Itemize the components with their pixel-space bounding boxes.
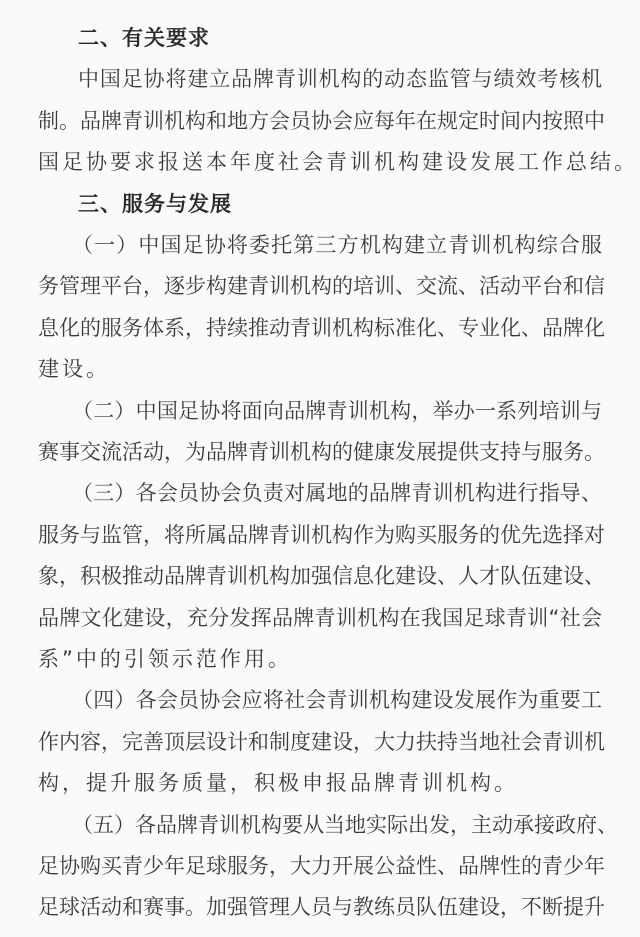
text-line: （二）中国足协将面向品牌青训机构，举办一系列培训与 bbox=[72, 398, 602, 423]
text-line: 制。品牌青训机构和地方会员协会应每年在规定时间内按照中 bbox=[38, 108, 605, 133]
text-line: 息化的服务体系，持续推动青训机构标准化、专业化、品牌化 bbox=[38, 315, 605, 340]
text-line: 象，积极推动品牌青训机构加强信息化建设、人才队伍建设、 bbox=[38, 564, 605, 589]
text-line: 中国足协将建立品牌青训机构的动态监管与绩效考核机 bbox=[78, 67, 602, 92]
text-line: 足球活动和赛事。加强管理人员与教练员队伍建设，不断提升 bbox=[38, 895, 605, 920]
section-heading: 二、有关要求 bbox=[78, 26, 210, 50]
text-line: （一）中国足协将委托第三方机构建立青训机构综合服 bbox=[72, 233, 602, 257]
text-line: （五）各品牌青训机构要从当地实际出发，主动承接政府、 bbox=[72, 812, 618, 837]
text-line: 服务与监管，将所属品牌青训机构作为购买服务的优先选择对 bbox=[38, 522, 605, 547]
text-line: 构，提升服务质量，积极申报品牌青训机构。 bbox=[38, 771, 518, 796]
text-line: 赛事交流活动，为品牌青训机构的健康发展提供支持与服务。 bbox=[38, 440, 605, 464]
text-line: 品牌文化建设，充分发挥品牌青训机构在我国足球青训“社会 bbox=[38, 605, 602, 630]
section-heading: 三、服务与发展 bbox=[78, 191, 232, 216]
text-line: 系”中的引领示范作用。 bbox=[38, 647, 292, 671]
text-line: （四）各会员协会应将社会青训机构建设发展作为重要工 bbox=[72, 688, 602, 713]
text-line: 务管理平台，逐步构建青训机构的培训、交流、活动平台和信 bbox=[38, 274, 605, 299]
text-line: （三）各会员协会负责对属地的品牌青训机构进行指导、 bbox=[72, 481, 602, 506]
text-line: 国足协要求报送本年度社会青训机构建设发展工作总结。 bbox=[38, 150, 638, 175]
text-line: 足协购买青少年足球服务，大力开展公益性、品牌性的青少年 bbox=[38, 854, 605, 878]
text-line: 作内容，完善顶层设计和制度建设，大力扶持当地社会青训机 bbox=[38, 729, 605, 754]
text-line: 建设。 bbox=[38, 357, 110, 382]
